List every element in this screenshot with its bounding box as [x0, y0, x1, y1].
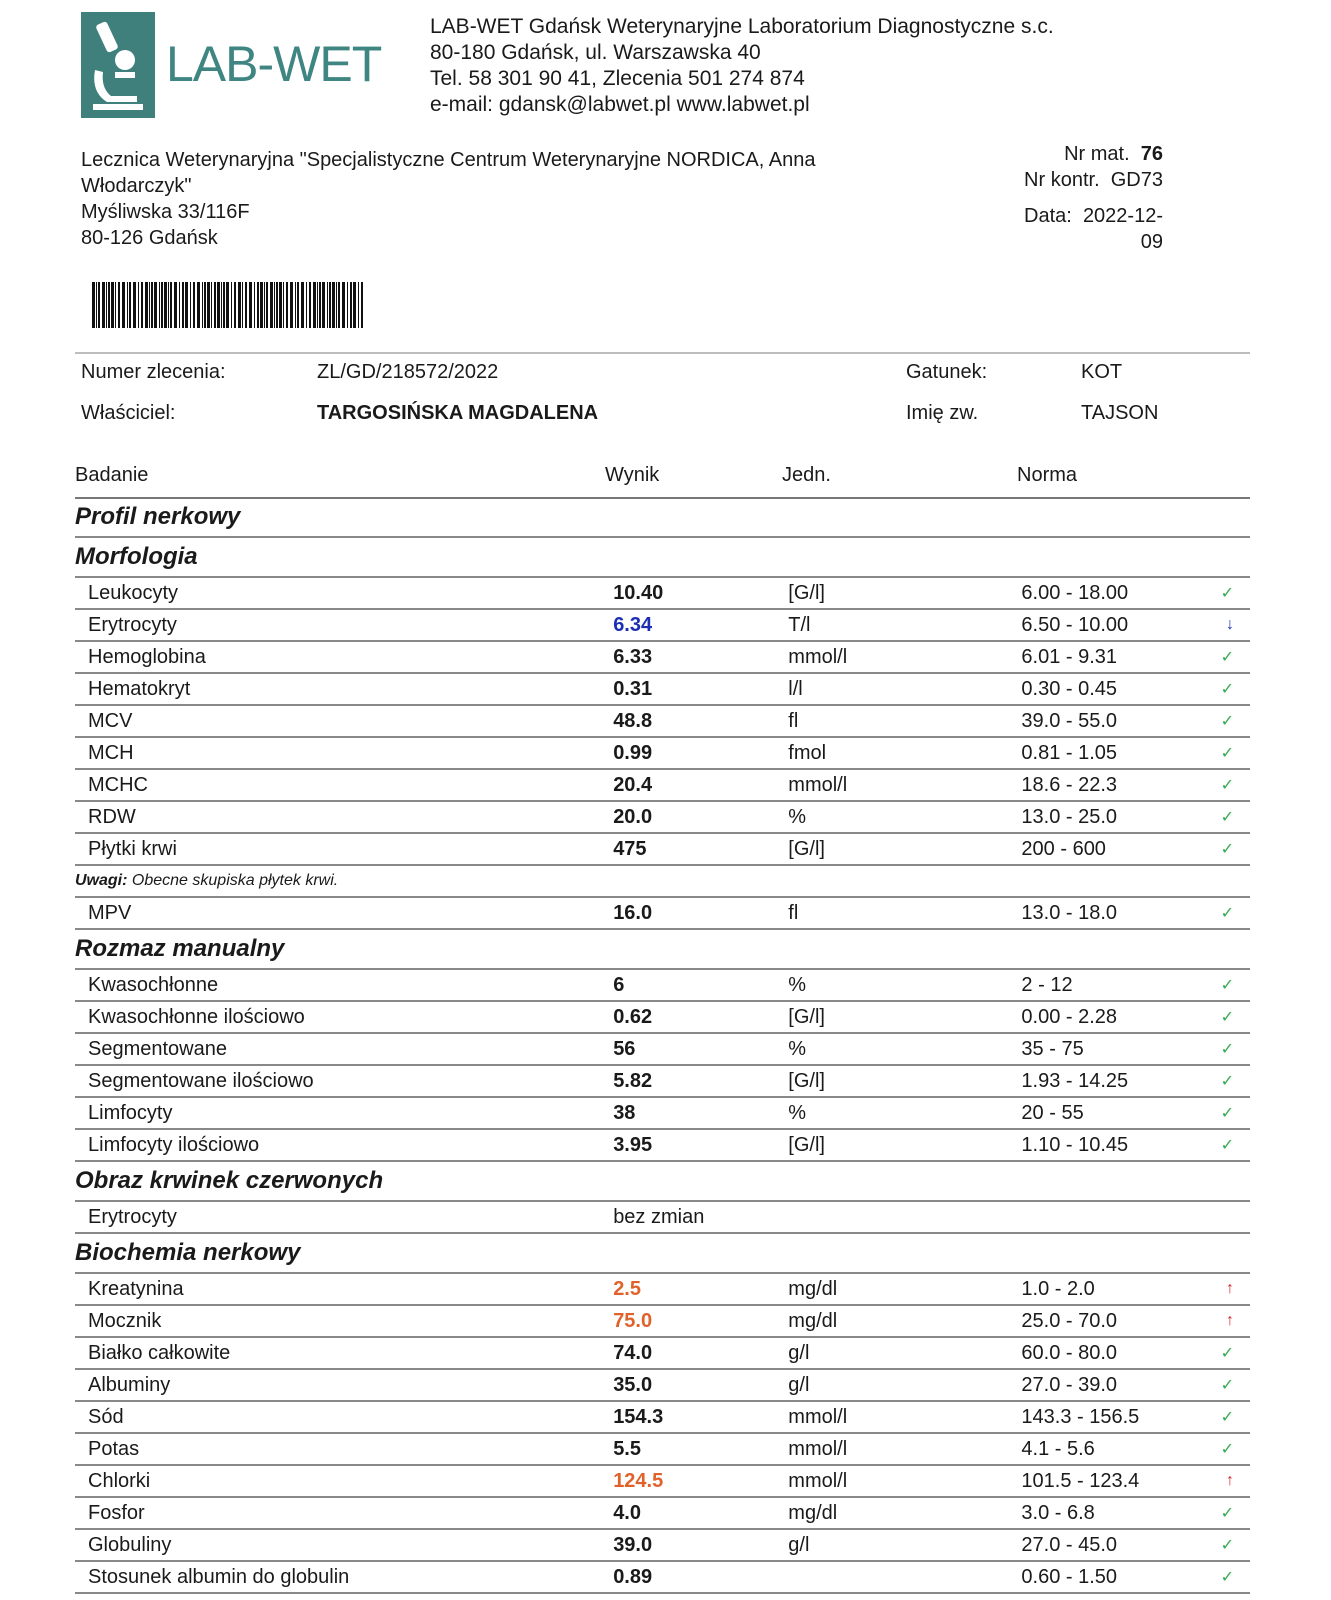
nr-kontr-value: GD73: [1110, 169, 1163, 191]
table-row: [75, 801, 1250, 833]
table-row: [75, 1497, 1250, 1529]
test-value: 2.5: [613, 1273, 788, 1305]
note-text: Obecne skupiska płytek krwi.: [131, 872, 339, 889]
test-value: 74.0: [613, 1337, 788, 1369]
document-meta: [1024, 141, 1163, 255]
check-icon: ✓: [1220, 745, 1234, 762]
test-unit: fl: [788, 705, 1021, 737]
status-cell: [1221, 1129, 1250, 1161]
test-norm: 13.0 - 18.0: [1021, 897, 1220, 929]
test-value: 35.0: [613, 1369, 788, 1401]
results-table: [75, 498, 1250, 1594]
date-label: Data:: [1024, 205, 1072, 227]
barcode: [92, 282, 366, 328]
test-value: 6: [613, 969, 788, 1001]
test-name: Kreatynina: [75, 1273, 613, 1305]
nr-kontr: [1024, 167, 1163, 193]
section-title: Morfologia: [75, 537, 1250, 577]
check-icon: ✓: [1220, 1441, 1234, 1458]
test-value: 20.4: [613, 769, 788, 801]
check-icon: ✓: [1220, 1009, 1234, 1026]
section-header: [75, 929, 1250, 969]
test-unit: [G/l]: [788, 577, 1021, 609]
status-cell: [1221, 1497, 1250, 1529]
note-row: [75, 865, 1250, 897]
test-name: Erytrocyty: [75, 609, 613, 641]
check-icon: ✓: [1220, 1073, 1234, 1090]
test-name: Segmentowane ilościowo: [75, 1065, 613, 1097]
lab-phone: Tel. 58 301 90 41, Zlecenia 501 274 874: [430, 67, 805, 90]
check-icon: ✓: [1220, 681, 1234, 698]
test-name: Limfocyty: [75, 1097, 613, 1129]
divider: [75, 352, 1250, 354]
test-unit: l/l: [788, 673, 1021, 705]
col-header-jedn: Jedn.: [782, 464, 831, 486]
test-value: 0.99: [613, 737, 788, 769]
test-name: Białko całkowite: [75, 1337, 613, 1369]
check-icon: ✓: [1220, 1409, 1234, 1426]
date-value-2: 09: [1140, 231, 1163, 253]
table-row: [75, 641, 1250, 673]
test-unit: fmol: [788, 737, 1021, 769]
status-cell: [1221, 1337, 1250, 1369]
test-value: 10.40: [613, 577, 788, 609]
check-icon: ✓: [1220, 649, 1234, 666]
test-name: MCHC: [75, 769, 613, 801]
check-icon: ✓: [1220, 1569, 1234, 1586]
check-icon: ✓: [1220, 1137, 1234, 1154]
test-value: 0.89: [613, 1561, 788, 1593]
arrow-up-icon: ↑: [1226, 1280, 1234, 1297]
test-norm: 1.93 - 14.25: [1021, 1065, 1220, 1097]
test-name: Chlorki: [75, 1465, 613, 1497]
test-value: 48.8: [613, 705, 788, 737]
table-row: [75, 1033, 1250, 1065]
test-name: RDW: [75, 801, 613, 833]
test-unit: g/l: [788, 1529, 1021, 1561]
table-row: [75, 609, 1250, 641]
nr-mat-value: 76: [1140, 143, 1163, 165]
section-title: Obraz krwinek czerwonych: [75, 1161, 1250, 1201]
test-unit: [G/l]: [788, 1065, 1021, 1097]
test-norm: 1.0 - 2.0: [1021, 1273, 1220, 1305]
check-icon: ✓: [1220, 809, 1234, 826]
section-header: [75, 1161, 1250, 1201]
lab-email: e-mail: gdansk@labwet.pl www.labwet.pl: [430, 93, 810, 116]
status-cell: [1221, 1273, 1250, 1305]
test-norm: 0.60 - 1.50: [1021, 1561, 1220, 1593]
table-row: [75, 1097, 1250, 1129]
test-value: 75.0: [613, 1305, 788, 1337]
clinic-city: 80-126 Gdańsk: [81, 227, 218, 249]
col-header-wynik: Wynik: [605, 464, 660, 486]
check-icon: ✓: [1220, 585, 1234, 602]
test-unit: mg/dl: [788, 1497, 1021, 1529]
test-unit: mmol/l: [788, 1401, 1021, 1433]
note-cell: [75, 865, 1250, 897]
table-row: [75, 705, 1250, 737]
table-row: [75, 1201, 1250, 1233]
check-icon: ✓: [1220, 841, 1234, 858]
test-unit: [788, 1561, 1021, 1593]
test-norm: 0.30 - 0.45: [1021, 673, 1220, 705]
status-cell: [1221, 1433, 1250, 1465]
test-name: Hemoglobina: [75, 641, 613, 673]
test-unit: mmol/l: [788, 769, 1021, 801]
test-unit: mg/dl: [788, 1273, 1021, 1305]
check-icon: ✓: [1220, 1105, 1234, 1122]
section-title: Profil nerkowy: [75, 498, 1250, 537]
status-cell: [1221, 1369, 1250, 1401]
test-name: MCH: [75, 737, 613, 769]
table-row: [75, 1305, 1250, 1337]
col-header-norma: Norma: [1017, 464, 1078, 486]
check-icon: ✓: [1220, 1345, 1234, 1362]
status-cell: [1221, 1401, 1250, 1433]
check-icon: ✓: [1220, 1041, 1234, 1058]
status-cell: [1221, 1097, 1250, 1129]
status-cell: [1221, 609, 1250, 641]
check-icon: ✓: [1220, 777, 1234, 794]
test-name: Kwasochłonne: [75, 969, 613, 1001]
arrow-down-icon: ↓: [1226, 616, 1234, 633]
test-norm: 6.50 - 10.00: [1021, 609, 1220, 641]
status-cell: [1221, 1001, 1250, 1033]
test-norm: 60.0 - 80.0: [1021, 1337, 1220, 1369]
test-name: Limfocyty ilościowo: [75, 1129, 613, 1161]
test-name: Potas: [75, 1433, 613, 1465]
test-norm: 27.0 - 39.0: [1021, 1369, 1220, 1401]
test-unit: mmol/l: [788, 641, 1021, 673]
check-icon: ✓: [1220, 1537, 1234, 1554]
clinic-name: Lecznica Weterynaryjna "Specjalistyczne Centrum Weterynaryjne NORDICA, Anna Włodarczyk": [81, 149, 816, 197]
test-unit: mmol/l: [788, 1433, 1021, 1465]
status-cell: [1221, 897, 1250, 929]
check-icon: ✓: [1220, 713, 1234, 730]
table-row: [75, 769, 1250, 801]
status-cell: [1221, 577, 1250, 609]
lab-name: LAB-WET Gdańsk Weterynaryjne Laboratorium Diagnostyczne s.c.: [430, 15, 1054, 38]
table-row: [75, 1401, 1250, 1433]
test-unit: fl: [788, 897, 1021, 929]
test-norm: 101.5 - 123.4: [1021, 1465, 1220, 1497]
check-icon: ✓: [1220, 1377, 1234, 1394]
status-cell: [1221, 801, 1250, 833]
table-row: [75, 833, 1250, 865]
section-header: [75, 1233, 1250, 1273]
test-name: MCV: [75, 705, 613, 737]
logo-wordmark: LAB-WET: [166, 36, 382, 92]
test-norm: 143.3 - 156.5: [1021, 1401, 1220, 1433]
clinic-address-block: [81, 147, 901, 251]
test-norm: 3.0 - 6.8: [1021, 1497, 1220, 1529]
status-cell: [1221, 1305, 1250, 1337]
test-name: Kwasochłonne ilościowo: [75, 1001, 613, 1033]
table-row: [75, 737, 1250, 769]
table-row: [75, 1433, 1250, 1465]
test-unit: %: [788, 1097, 1021, 1129]
owner-label: Właściciel:: [81, 402, 176, 424]
test-value: 475: [613, 833, 788, 865]
test-norm: [1021, 1201, 1220, 1233]
test-norm: 18.6 - 22.3: [1021, 769, 1220, 801]
species-label: Gatunek:: [906, 361, 988, 383]
test-norm: 4.1 - 5.6: [1021, 1433, 1220, 1465]
clinic-street: Myśliwska 33/116F: [81, 201, 250, 223]
test-norm: 6.00 - 18.00: [1021, 577, 1220, 609]
test-unit: mmol/l: [788, 1465, 1021, 1497]
test-value: 0.31: [613, 673, 788, 705]
status-cell: [1221, 769, 1250, 801]
test-name: Leukocyty: [75, 577, 613, 609]
test-norm: 35 - 75: [1021, 1033, 1220, 1065]
species-value: KOT: [1081, 361, 1123, 383]
test-norm: 27.0 - 45.0: [1021, 1529, 1220, 1561]
test-value: 16.0: [613, 897, 788, 929]
table-row: [75, 1273, 1250, 1305]
status-cell: [1221, 737, 1250, 769]
status-cell: [1221, 641, 1250, 673]
test-name: Globuliny: [75, 1529, 613, 1561]
table-row: [75, 1465, 1250, 1497]
test-unit: T/l: [788, 609, 1021, 641]
table-row: [75, 969, 1250, 1001]
test-name: Sód: [75, 1401, 613, 1433]
test-norm: 1.10 - 10.45: [1021, 1129, 1220, 1161]
date: [1024, 203, 1163, 229]
test-value: bez zmian: [613, 1201, 788, 1233]
nr-mat: [1024, 141, 1163, 167]
test-value: 3.95: [613, 1129, 788, 1161]
table-row: [75, 1561, 1250, 1593]
status-cell: [1221, 1065, 1250, 1097]
test-unit: g/l: [788, 1369, 1021, 1401]
table-row: [75, 1529, 1250, 1561]
nr-mat-label: Nr mat.: [1064, 143, 1130, 165]
status-cell: [1221, 969, 1250, 1001]
test-norm: 200 - 600: [1021, 833, 1220, 865]
test-name: Albuminy: [75, 1369, 613, 1401]
test-unit: %: [788, 1033, 1021, 1065]
owner-value: TARGOSIŃSKA MAGDALENA: [317, 402, 599, 424]
test-value: 20.0: [613, 801, 788, 833]
test-unit: %: [788, 801, 1021, 833]
test-value: 4.0: [613, 1497, 788, 1529]
test-unit: [788, 1201, 1021, 1233]
status-cell: [1221, 1561, 1250, 1593]
nr-kontr-label: Nr kontr.: [1024, 169, 1100, 191]
lab-contact-block: [430, 14, 1054, 118]
test-name: Mocznik: [75, 1305, 613, 1337]
table-row: [75, 897, 1250, 929]
table-row: [75, 577, 1250, 609]
date-value-1: 2022-12-: [1082, 205, 1163, 227]
table-row: [75, 1369, 1250, 1401]
test-value: 154.3: [613, 1401, 788, 1433]
test-value: 6.34: [613, 609, 788, 641]
test-unit: [G/l]: [788, 1129, 1021, 1161]
test-name: Fosfor: [75, 1497, 613, 1529]
test-name: Stosunek albumin do globulin: [75, 1561, 613, 1593]
section-title: Rozmaz manualny: [75, 929, 1250, 969]
order-number-value: ZL/GD/218572/2022: [317, 361, 499, 383]
test-unit: [G/l]: [788, 833, 1021, 865]
test-value: 39.0: [613, 1529, 788, 1561]
test-norm: 13.0 - 25.0: [1021, 801, 1220, 833]
check-icon: ✓: [1220, 977, 1234, 994]
logo-microscope-icon: [81, 12, 155, 118]
animal-name-value: TAJSON: [1081, 402, 1159, 424]
check-icon: ✓: [1220, 1505, 1234, 1522]
test-value: 5.5: [613, 1433, 788, 1465]
test-norm: 6.01 - 9.31: [1021, 641, 1220, 673]
test-norm: 0.81 - 1.05: [1021, 737, 1220, 769]
test-value: 5.82: [613, 1065, 788, 1097]
status-cell: [1221, 705, 1250, 737]
test-unit: mg/dl: [788, 1305, 1021, 1337]
check-icon: ✓: [1220, 905, 1234, 922]
table-row: [75, 673, 1250, 705]
test-value: 56: [613, 1033, 788, 1065]
test-name: Hematokryt: [75, 673, 613, 705]
table-row: [75, 1065, 1250, 1097]
arrow-up-icon: ↑: [1226, 1472, 1234, 1489]
note-label: Uwagi:: [75, 872, 128, 889]
test-name: Segmentowane: [75, 1033, 613, 1065]
test-norm: 25.0 - 70.0: [1021, 1305, 1220, 1337]
test-norm: 2 - 12: [1021, 969, 1220, 1001]
lab-address: 80-180 Gdańsk, ul. Warszawska 40: [430, 41, 761, 64]
test-name: Erytrocyty: [75, 1201, 613, 1233]
test-value: 38: [613, 1097, 788, 1129]
status-cell: [1221, 1033, 1250, 1065]
section-title: Biochemia nerkowy: [75, 1233, 1250, 1273]
test-norm: 20 - 55: [1021, 1097, 1220, 1129]
section-header: [75, 537, 1250, 577]
test-name: MPV: [75, 897, 613, 929]
table-row: [75, 1337, 1250, 1369]
section-header: [75, 498, 1250, 537]
test-value: 124.5: [613, 1465, 788, 1497]
arrow-up-icon: ↑: [1226, 1312, 1234, 1329]
status-cell: [1221, 1465, 1250, 1497]
test-unit: g/l: [788, 1337, 1021, 1369]
status-cell: [1221, 833, 1250, 865]
test-unit: %: [788, 969, 1021, 1001]
status-cell: [1221, 673, 1250, 705]
test-unit: [G/l]: [788, 1001, 1021, 1033]
order-number-label: Numer zlecenia:: [81, 361, 226, 383]
status-cell: [1221, 1201, 1250, 1233]
table-row: [75, 1001, 1250, 1033]
test-value: 0.62: [613, 1001, 788, 1033]
status-cell: [1221, 1529, 1250, 1561]
table-row: [75, 1129, 1250, 1161]
col-header-badanie: Badanie: [75, 464, 149, 486]
test-norm: 0.00 - 2.28: [1021, 1001, 1220, 1033]
test-value: 6.33: [613, 641, 788, 673]
test-norm: 39.0 - 55.0: [1021, 705, 1220, 737]
animal-name-label: Imię zw.: [906, 402, 979, 424]
test-name: Płytki krwi: [75, 833, 613, 865]
